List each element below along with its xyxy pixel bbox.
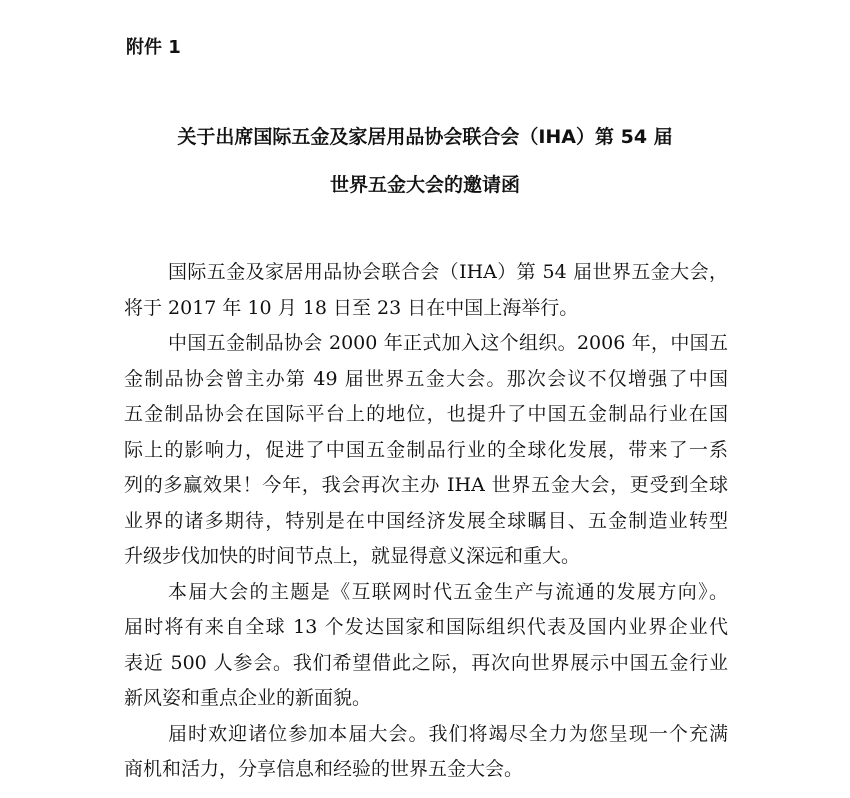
paragraph-4 [124, 717, 728, 788]
text-line: 际上的影响力，促进了中国五金制品行业的全球化发展，带来了一系 [124, 438, 728, 461]
text-line: 本届大会的主题是《互联网时代五金生产与流通的发展方向》。 [168, 580, 728, 603]
text-line: 国际五金及家居用品协会联合会（IHA）第 54 届世界五金大会， [168, 261, 728, 283]
text-line: 届时欢迎诸位参加本届大会。我们将竭尽全力为您呈现一个充满 [168, 722, 728, 745]
text-line: 中国五金制品协会 2000 年正式加入这个组织。2006 年，中国五 [168, 332, 728, 354]
text-line: 业界的诸多期待，特别是在中国经济发展全球瞩目、五金制造业转型 [124, 509, 728, 532]
text-line: 列的多赢效果！今年，我会再次主办 IHA 世界五金大会，更受到全球 [124, 474, 728, 496]
text-line: 升级步伐加快的时间节点上，就显得意义深远和重大。 [124, 545, 581, 567]
text-line: 将于 2017 年 10 月 18 日至 23 日在中国上海举行。 [124, 296, 579, 319]
text-line: 商机和活力，分享信息和经验的世界五金大会。 [124, 758, 524, 780]
document-title-line-1: 关于出席国际五金及家居用品协会联合会（IHA）第 54 届 [177, 126, 673, 148]
text-line: 表近 500 人参会。我们希望借此之际，再次向世界展示中国五金行业 [124, 651, 728, 674]
document-title-line-2: 世界五金大会的邀请函 [329, 174, 520, 196]
text-line: 五金制品协会在国际平台上的地位，也提升了中国五金制品行业在国 [124, 403, 728, 425]
paragraph-2 [124, 326, 728, 575]
text-line: 新风姿和重点企业的新面貌。 [124, 687, 372, 709]
paragraph-1 [124, 255, 728, 326]
text-line: 金制品协会曾主办第 49 届世界五金大会。那次会议不仅增强了中国 [124, 367, 728, 390]
document-body [124, 255, 728, 788]
paragraph-3 [124, 575, 728, 717]
attachment-label: 附件 1 [126, 37, 181, 58]
text-line: 届时将有来自全球 13 个发达国家和国际组织代表及国内业界企业代 [124, 616, 728, 638]
